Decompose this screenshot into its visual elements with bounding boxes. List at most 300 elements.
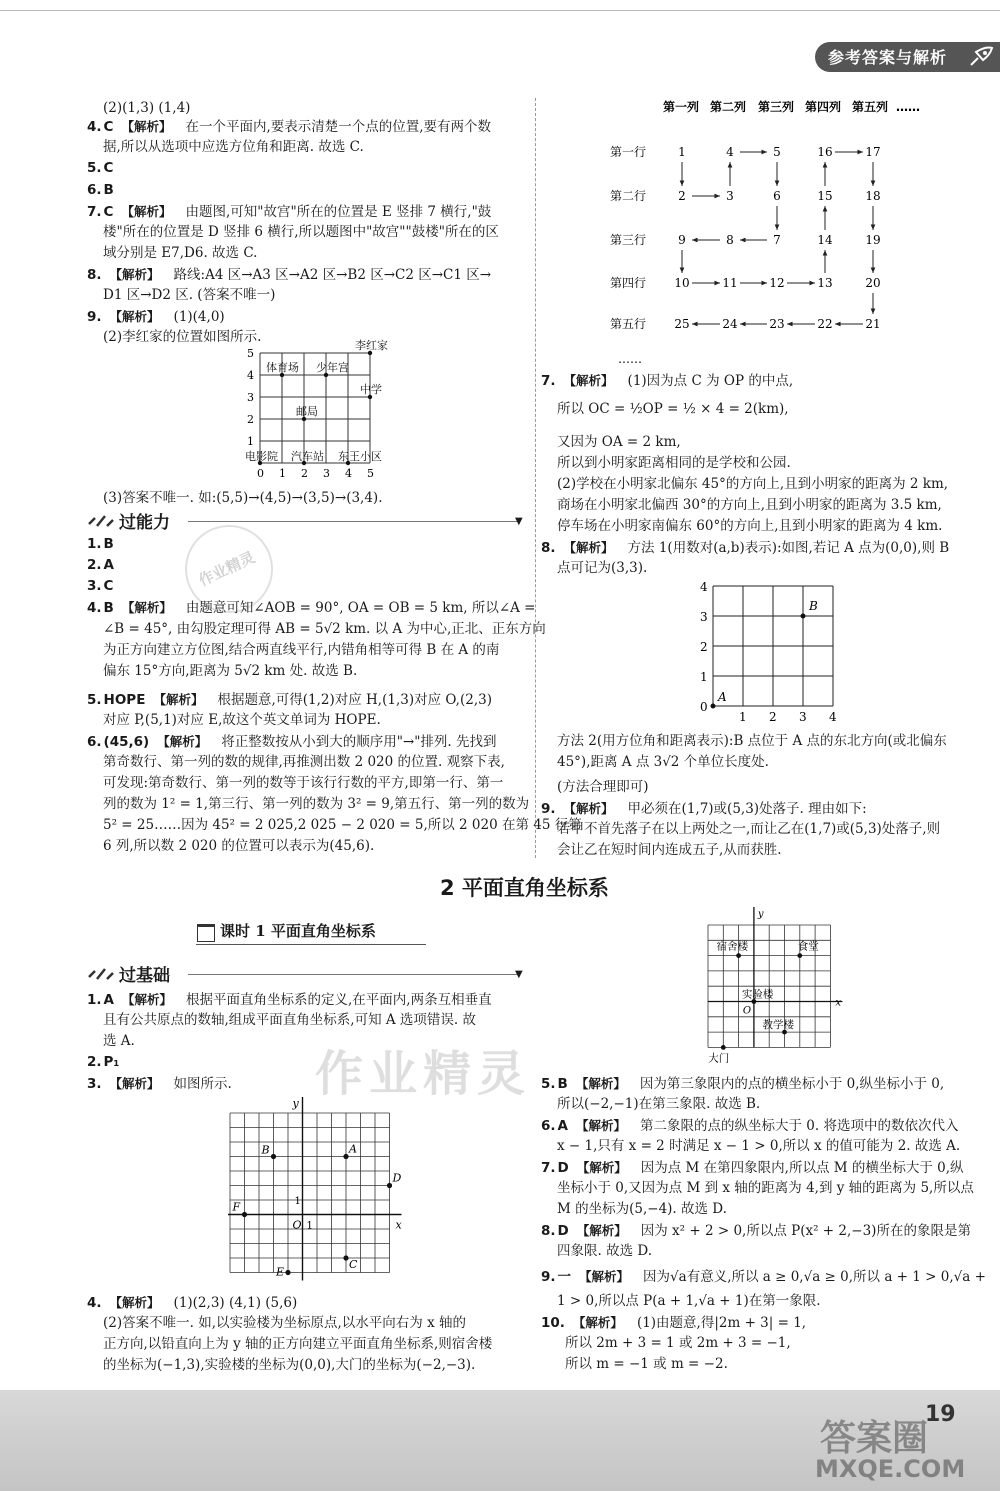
analysis-tag: 【解析】 [109,1295,160,1310]
arrow-head [692,322,698,327]
map-grid-figure [245,339,405,488]
answer-line [103,794,529,815]
answer-line [557,516,942,537]
y-tick-label: 0 [700,700,708,714]
top-rule [0,10,1000,11]
answer-line [557,558,647,579]
answer-line [557,1094,760,1115]
chevron-down-icon: ▼ [515,969,523,980]
answer-text: 第二象限的点的纵坐标大于 0. 将选项中的数依次代入 [640,1118,959,1134]
origin-label: O [292,1218,302,1232]
question-number: 3. [87,1076,102,1092]
table-cell: 7 [773,233,781,247]
answer-line [87,989,492,1011]
arrow-head [871,267,876,273]
corner-watermark: 答案圈 [820,1418,929,1459]
answer-line [565,1333,791,1354]
question-number: 8. [541,1223,556,1239]
answer-text: 可发现:第奇数行、第一列的数等于该行行数的平方,即第一行、第一 [103,775,504,791]
answer-line [541,537,949,559]
answer-choice: P₁ [103,1054,120,1070]
answer-line [541,1220,971,1242]
answer-text: 会让乙在短时间内连成五子,从而获胜. [557,842,782,858]
answer-choice: A [557,1118,568,1134]
site-watermark: MXQE.COM [815,1455,966,1483]
analysis-tag: 【解析】 [109,1076,160,1091]
y-axis-label: y [757,909,764,920]
map-label: 李红家 [355,339,388,352]
table-cell: 6 [773,189,781,203]
answer-text: 坐标小于 0,又因为点 M 到 x 轴的距离为 4,到 y 轴的距离为 5,所以点 [557,1180,974,1196]
section-basic-rule [188,974,518,975]
answer-text: 所以(−2,−1)在第三象限. 故选 B. [557,1096,761,1112]
origin-label: O [742,1005,752,1017]
question-number: 9. [541,1269,556,1285]
answer-text: 停车场在小明家南偏东 60°的方向上,且到小明家的距离为 4 km. [557,518,943,534]
answer-text: 据,所以从选项中应选方位角和距离. 故选 C. [103,139,364,155]
map-label: 少年宫 [316,361,349,374]
y-tick-label: 2 [247,413,254,426]
answer-text: 所以 2m + 3 = 1 或 2m + 3 = −1, [565,1335,791,1351]
coord-point [343,1255,348,1260]
column-header: …… [896,100,920,114]
question-number: 4. [87,600,102,616]
coordinate-plane-figure [225,1095,410,1287]
answer-line [103,773,503,794]
table-cell: 20 [865,276,881,290]
answer-text: 将正整数按从小到大的顺序用"→"排列. 先找到 [221,734,497,750]
analysis-tag: 【解析】 [576,1223,627,1238]
point-a [711,704,716,709]
answer-line [103,243,257,264]
page-number: 19 [925,1402,956,1427]
analysis-tag: 【解析】 [579,1269,630,1284]
answer-line [103,1010,476,1031]
table-cell: 15 [817,189,833,203]
question-number: 6. [87,182,102,198]
answer-line [103,488,383,509]
column-header: 第三列 [758,100,795,114]
arrow-head [680,180,685,186]
question-number: 9. [87,309,102,325]
question-number: 7. [87,204,102,220]
arrow-head [775,180,780,186]
analysis-tag: 【解析】 [153,692,204,707]
y-tick-label: 4 [700,580,708,594]
arrow-head [728,162,733,168]
map-label: 汽车站 [291,450,324,463]
answer-line [541,1312,806,1334]
arrow-head [714,281,720,286]
answer-line [557,474,948,495]
table-cell: 18 [865,189,881,203]
table-cell: 14 [817,233,833,247]
table-cell: 4 [726,145,734,159]
answer-line [87,576,113,597]
header-title: 参考答案与解析 [828,48,948,67]
answer-choice: (45,6) [103,734,150,750]
table-cell: 10 [674,276,690,290]
question-number: 10. [541,1315,565,1331]
table-cell: 19 [865,233,881,247]
arrow-head [761,281,767,286]
analysis-tag: 【解析】 [563,373,614,388]
y-tick-label: 3 [700,610,708,624]
answer-line [87,306,225,328]
table-cell: 1 [678,145,686,159]
answer-text: 由题图,可知"故宫"所在的位置是 E 竖排 7 横行,"鼓 [185,204,492,220]
lesson-icon [197,924,215,942]
analysis-tag: 【解析】 [572,1315,623,1330]
answer-text: 又因为 OA = 2 km, [557,434,681,450]
answer-text: 域分别是 E7,D6. 故选 C. [103,245,258,261]
answer-text: 对应 P,(5,1)对应 E,故这个英文单词为 HOPE. [103,712,381,728]
arrow-head [692,238,698,243]
answer-text: (1)(4,0) [173,309,225,325]
answer-text: 1 > 0,所以点 P(a + 1,√a + 1)在第一象限. [557,1293,821,1309]
answer-text: 所以 m = −1 或 m = −2. [565,1356,728,1372]
question-number: 1. [87,536,102,552]
y-tick-label: 4 [247,369,254,382]
answer-choice: D [557,1160,569,1176]
answer-choice: A [103,992,114,1008]
analysis-tag: 【解析】 [109,267,160,282]
answer-line [541,1266,986,1288]
answer-line [103,815,582,836]
question-number: 7. [541,373,556,389]
answer-choice: B [103,182,114,198]
answer-line [87,534,114,555]
analysis-tag: 【解析】 [563,801,614,816]
answer-line [557,840,782,861]
answer-line [103,710,381,731]
question-number: 1. [87,992,102,1008]
answer-text: 在一个平面内,要表示清楚一个点的位置,要有两个数 [185,119,492,135]
arrow-head [823,250,828,256]
answer-line [103,661,357,682]
column-divider [535,98,536,858]
table-cell: 16 [817,145,833,159]
answer-text: 楼"所在的位置是 D 竖排 6 横行,所以题图中"故宫""鼓楼"所在的区 [103,224,499,240]
answer-line [87,180,114,201]
answer-text: 路线:A4 区→A3 区→A2 区→B2 区→C2 区→C1 区→ [173,267,492,283]
x-tick-label: 2 [769,710,777,724]
arrow-head [871,224,876,230]
answer-choice: B [557,1076,568,1092]
chevron-down-icon: ▼ [515,516,523,527]
table-cell: 5 [773,145,781,159]
column-header: 第四列 [805,100,842,114]
x-axis-label: x [835,997,842,1009]
mid-watermark: 作业精灵 [315,1046,532,1102]
column-header: 第一列 [663,100,700,114]
question-number: 6. [541,1118,556,1134]
coord-point [387,1183,392,1188]
question-number: 4. [87,119,102,135]
row-header: 第四行 [610,276,647,290]
answer-line [103,285,275,306]
answer-text: 四象限. 故选 D. [557,1243,653,1259]
answer-text: (3)答案不唯一. 如:(5,5)→(4,5)→(3,5)→(3,4). [103,490,383,506]
answer-text: 根据题意,可得(1,2)对应 H,(1,3)对应 O,(2,3) [217,692,492,708]
campus-grid-figure [690,905,850,1070]
table-cell: 8 [726,233,734,247]
answer-text: (2)李红家的位置如图所示. [103,329,262,345]
answer-choice: A [103,557,114,573]
answer-text: 方法 2(用方位角和距离表示):B 点位于 A 点的东北方向(或北偏东 [557,733,947,749]
answer-text: 方法 1(用数对(a,b)表示):如图,若记 A 点为(0,0),则 B [627,540,950,556]
answer-text: (1)由题意,得|2m + 3| = 1, [636,1315,807,1331]
answer-text: (2)学校在小明家北偏东 45°的方向上,且到小明家的距离为 2 km, [557,476,949,492]
arrow-head [787,322,793,327]
answer-text: 因为 x² + 2 > 0,所以点 P(x² + 2,−3)所在的象限是第 [640,1223,971,1239]
map-label: 中学 [360,383,382,396]
analysis-tag: 【解析】 [121,600,172,615]
answer-line [557,432,681,453]
answer-line [557,1136,960,1157]
answer-text: 的坐标为(−1,3),实验楼的坐标为(0,0),大门的坐标为(−2,−3). [103,1357,476,1373]
table-cell: 11 [722,276,738,290]
answer-line [557,819,940,840]
answer-text: 由题意可知∠AOB = 90°, OA = OB = 5 km, 所以∠A = [185,600,536,616]
answer-line [557,731,947,752]
arrow-head [871,180,876,186]
analysis-tag: 【解析】 [575,1076,626,1091]
question-number: 8. [541,540,556,556]
table-cell: 12 [769,276,785,290]
answer-text: 且有公共原点的数轴,组成平面直角坐标系,可知 A 选项错误. 故 [103,1012,476,1028]
y-tick-label: 1 [247,435,254,448]
section-power-rule [188,521,518,522]
table-cell: 17 [865,145,881,159]
answer-line [103,836,374,857]
arrow-head [835,322,841,327]
answer-choice: B [103,536,114,552]
table-cell: 13 [817,276,833,290]
section-basic-heading: 过基础 [119,966,170,986]
campus-label: 教学楼 [762,1019,794,1032]
answer-text: x − 1,只有 x = 2 时满足 x − 1 > 0,所以 x 的值可能为 2. 故选 A. [557,1138,961,1154]
answer-text: D1 区→D2 区. (答案不唯一) [103,287,276,303]
lesson-title-text: 课时 1 平面直角坐标系 [220,922,376,940]
number-arrangement-table [610,95,940,367]
row-header: 第一行 [610,145,647,159]
answer-text: 5² = 25……因为 45² = 2 025,2 025 − 2 020 = 5,所以 2 020 在第 45 行第 [103,817,582,833]
answer-line [87,158,113,179]
coord-point [285,1270,290,1275]
answer-line [87,1073,232,1095]
row-header: 第二行 [610,189,647,203]
answer-choice: B [103,600,114,616]
analysis-tag: 【解析】 [121,204,172,219]
answer-text: 甲必须在(1,7)或(5,3)处落子. 理由如下: [627,801,867,817]
answer-text: (2)答案不唯一. 如,以实验楼为坐标原点,以水平向右为 x 轴的 [103,1315,466,1331]
question-number: 5. [87,692,102,708]
answer-line [557,1199,727,1220]
row-header: 第三行 [610,233,647,247]
answer-text: 选 A. [103,1033,135,1049]
map-label: 东王小区 [338,450,382,463]
answer-line [557,1241,652,1262]
question-number: 3. [87,578,102,594]
table-cell: 9 [678,233,686,247]
campus-label: 实验楼 [741,988,774,1001]
answer-text: 商场在小明家北偏西 30°的方向上,且到小明家的距离为 3.5 km, [557,497,942,513]
question-number: 8. [87,267,102,283]
x-tick-label: 0 [257,467,264,480]
answer-text: 所以 OC = ½OP = ½ × 4 = 2(km), [557,401,789,417]
answer-line [87,116,491,138]
answer-text: (1)(2,3) (4,1) (5,6) [173,1295,298,1311]
point-b [801,614,806,619]
answer-line [87,1292,297,1314]
answer-line [541,1157,964,1179]
table-cell: 23 [769,317,785,331]
campus-point [797,953,802,958]
answer-text: 若甲不首先落子在以上两处之一,而让乙在(1,7)或(5,3)处落子,则 [557,821,941,837]
answer-text: 第奇数行、第一列的数的规律,再推测出数 2 020 的位置. 观察下表, [103,754,505,770]
coord-point-label: D [392,1171,402,1185]
answer-line [557,453,791,474]
answer-line [103,327,261,348]
arrow-head [714,194,720,199]
answer-line [557,777,649,798]
coord-point [343,1154,348,1159]
answer-choice: C [103,204,114,220]
answer-text: 正方向,以铅直向上为 y 轴的正方向建立平面直角坐标系,则宿舍楼 [103,1336,493,1352]
x-tick-label: 1 [279,467,286,480]
answer-line [557,1178,974,1199]
question-number: 5. [541,1076,556,1092]
answer-line [103,222,499,243]
table-cell: 2 [678,189,686,203]
arrow-head [823,162,828,168]
lesson-underline [196,944,426,945]
coord-point [271,1154,276,1159]
section-power-heading: 过能力 [119,513,170,533]
answer-text: 45°),距离 A 点 3√2 个单位长度处. [557,754,769,770]
table-ellipsis: …… [618,352,642,366]
x-tick-label: 1 [739,710,747,724]
unit-label: 1 [294,1196,301,1207]
answer-line [87,1052,119,1073]
x-tick-label: 3 [323,467,330,480]
arrow-head [740,322,746,327]
answer-choice: D [557,1223,569,1239]
row-header: 第五行 [610,317,647,331]
section-power-icon [87,513,115,532]
answer-line [103,752,505,773]
table-cell: 22 [817,317,833,331]
coord-point-label: E [276,1265,285,1279]
question-number: 9. [541,801,556,817]
answer-line [87,264,491,286]
column-header: 第二列 [710,100,747,114]
answer-choice: C [103,160,114,176]
y-axis-label: y [292,1097,299,1110]
answer-text: 因为点 M 在第四象限内,所以点 M 的横坐标大于 0,纵 [640,1160,964,1176]
answer-line [87,731,497,753]
x-axis-label: x [395,1218,402,1232]
answer-text: (1)因为点 C 为 OP 的中点, [627,373,794,389]
coord-point-label: C [349,1258,358,1271]
answer-text: (2)(1,3) (1,4) [103,100,191,116]
table-cell: 21 [865,317,881,331]
answer-text: 偏东 15°方向,距离为 5√2 km 处. 故选 B. [103,663,358,679]
analysis-tag: 【解析】 [157,734,208,749]
arrow-head [775,224,780,230]
x-tick-label: 2 [301,467,308,480]
answer-line [87,689,492,711]
answer-line [103,640,499,661]
coord-point-label: B [261,1143,270,1157]
arrow-head [857,150,863,155]
arrow-head [871,308,876,314]
answer-text: 为正方向建立方位图,结合两直线平行,内错角相等可得 B 在 A 的南 [103,642,500,658]
analysis-tag: 【解析】 [563,540,614,555]
x-tick-label: 5 [367,467,374,480]
answer-line [557,495,942,516]
x-tick-label: 3 [799,710,807,724]
arrow-head [740,238,746,243]
answer-line [103,619,546,640]
y-tick-label: 3 [247,391,254,404]
y-tick-label: 5 [247,347,254,360]
answer-line [557,752,769,773]
question-number: 7. [541,1160,556,1176]
answer-line [541,370,793,392]
table-cell: 24 [722,317,738,331]
answer-choice: 一 [557,1269,572,1285]
analysis-tag: 【解析】 [121,992,172,1007]
answer-line [87,555,114,576]
campus-label: 宿舍楼 [716,940,749,953]
arrow-head [823,206,828,212]
ab-grid-figure [695,578,855,728]
answer-text: (方法合理即可) [557,779,649,795]
answer-line [541,1073,944,1095]
campus-label: 大门 [708,1052,730,1065]
table-cell: 3 [726,189,734,203]
map-label: 体育场 [266,361,299,374]
table-cell: 25 [674,317,690,331]
answer-text: M 的坐标为(5,−4). 故选 D. [557,1201,727,1217]
arrow-head [761,150,767,155]
answer-line [541,1115,958,1137]
coord-point-label: A [349,1142,357,1156]
campus-point [721,1045,726,1050]
question-number: 2. [87,557,102,573]
question-number: 6. [87,734,102,750]
question-number: 4. [87,1295,102,1311]
arrow-head [809,281,815,286]
campus-label: 食堂 [797,940,819,953]
answer-line [557,399,789,420]
answer-choice: HOPE [103,692,146,708]
question-number: 5. [87,160,102,176]
answer-choice: C [103,119,114,135]
answer-text: 根据平面直角坐标系的定义,在平面内,两条互相垂直 [186,992,492,1008]
answer-line [103,137,364,158]
analysis-tag: 【解析】 [576,1160,627,1175]
analysis-tag: 【解析】 [575,1118,626,1133]
lesson-title [220,920,376,941]
answer-line [565,1354,728,1375]
answer-line [103,1334,492,1355]
answer-text: 6 列,所以数 2 020 的位置可以表示为(45,6). [103,838,375,854]
arrow-head [680,267,685,273]
y-tick-label: 1 [700,670,708,684]
